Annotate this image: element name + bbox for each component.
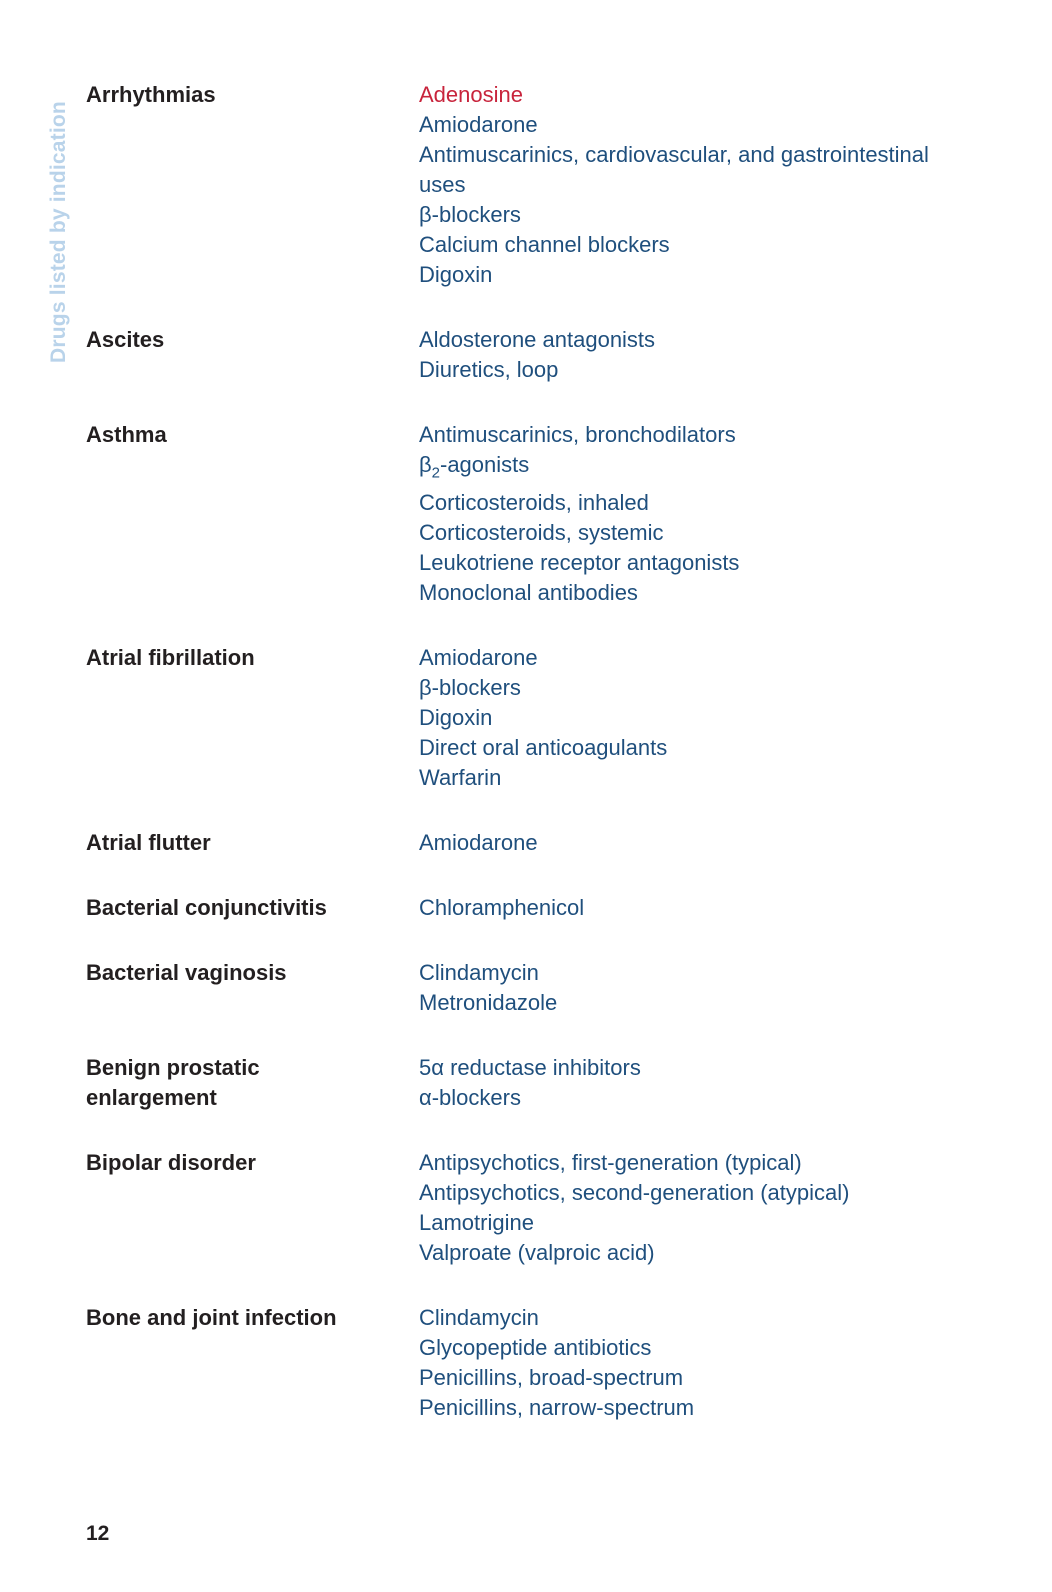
drug-item: Amiodarone [419,830,538,856]
drug-item: Antipsychotics, second-generation (atypical) [419,1180,850,1206]
indication-name: Ascites [86,327,165,352]
indication-list [86,80,986,1458]
drug-item: Aldosterone antagonists [419,327,656,352]
drug-item: Antimuscarinics, bronchodilators [419,422,736,447]
drug-item: Amiodarone [419,112,538,137]
drug-item: Clindamycin [419,960,539,986]
indication-entry [86,1053,986,1113]
drug-item: Glycopeptide antibiotics [419,1335,652,1361]
drug-item: Direct oral anticoagulants [419,735,668,761]
drug-list [419,643,979,793]
drug-item: α-blockers [419,1085,521,1111]
indication-name: Atrial flutter [86,830,211,856]
indication-entry [86,80,986,290]
drug-item: β-blockers [419,675,521,701]
drug-item: Monoclonal antibodies [419,580,638,606]
drug-item: Corticosteroids, inhaled [419,490,649,516]
drug-item: Antimuscarinics, cardiovascular, and gastrointestinal uses [419,142,929,197]
indication-name: Bipolar disorder [86,1150,256,1176]
indication-name: Bone and joint infection [86,1305,337,1331]
drug-item: Antipsychotics, first-generation (typical) [419,1150,802,1176]
drug-item: Penicillins, broad-spectrum [419,1365,684,1391]
drug-list [419,80,979,290]
drug-item: Lamotrigine [419,1210,534,1236]
indication-name: Asthma [86,422,167,447]
indication-entry [86,643,986,793]
drug-item: $\beta_2$-agonists [419,452,530,482]
indication-entry [86,958,986,1018]
drug-item: Corticosteroids, systemic [419,520,664,546]
drug-list [419,828,979,858]
drug-item: Diuretics, loop [419,357,559,382]
drug-list [419,325,979,385]
indication-entry [86,1148,986,1268]
drug-list [419,420,979,608]
indication-entry [86,828,986,858]
indication-name: Arrhythmias [86,82,216,107]
drug-item: Warfarin [419,765,502,791]
section-side-tab-label: Drugs listed by indication [47,101,70,363]
drug-item: Digoxin [419,705,493,731]
indication-entry [86,1303,986,1423]
drug-item: Chloramphenicol [419,895,585,921]
drug-list [419,1303,979,1423]
indication-name: Atrial fibrillation [86,645,255,671]
section-side-tab [44,82,74,382]
drug-item: Adenosine [419,82,523,107]
indication-entry [86,420,986,608]
indication-entry [86,325,986,385]
indication-entry [86,893,986,923]
drug-item: Metronidazole [419,990,558,1016]
drug-item: Clindamycin [419,1305,539,1331]
drug-item: Digoxin [419,262,493,287]
drug-list [419,893,979,923]
indication-name: Bacterial vaginosis [86,960,287,986]
indication-name: Benign prostatic enlargement [86,1055,260,1111]
page-number: 12 [86,1522,110,1545]
drug-item: β-blockers [419,202,521,227]
indication-name: Bacterial conjunctivitis [86,895,327,921]
drug-item: Calcium channel blockers [419,232,670,257]
drug-item: Penicillins, narrow-spectrum [419,1395,695,1421]
drug-item: Valproate (valproic acid) [419,1240,655,1266]
drug-item: 5α reductase inhibitors [419,1055,641,1081]
drug-list [419,1053,979,1113]
drug-item: Amiodarone [419,645,538,671]
drug-item: Leukotriene receptor antagonists [419,550,740,576]
drug-list [419,1148,979,1268]
drug-list [419,958,979,1018]
